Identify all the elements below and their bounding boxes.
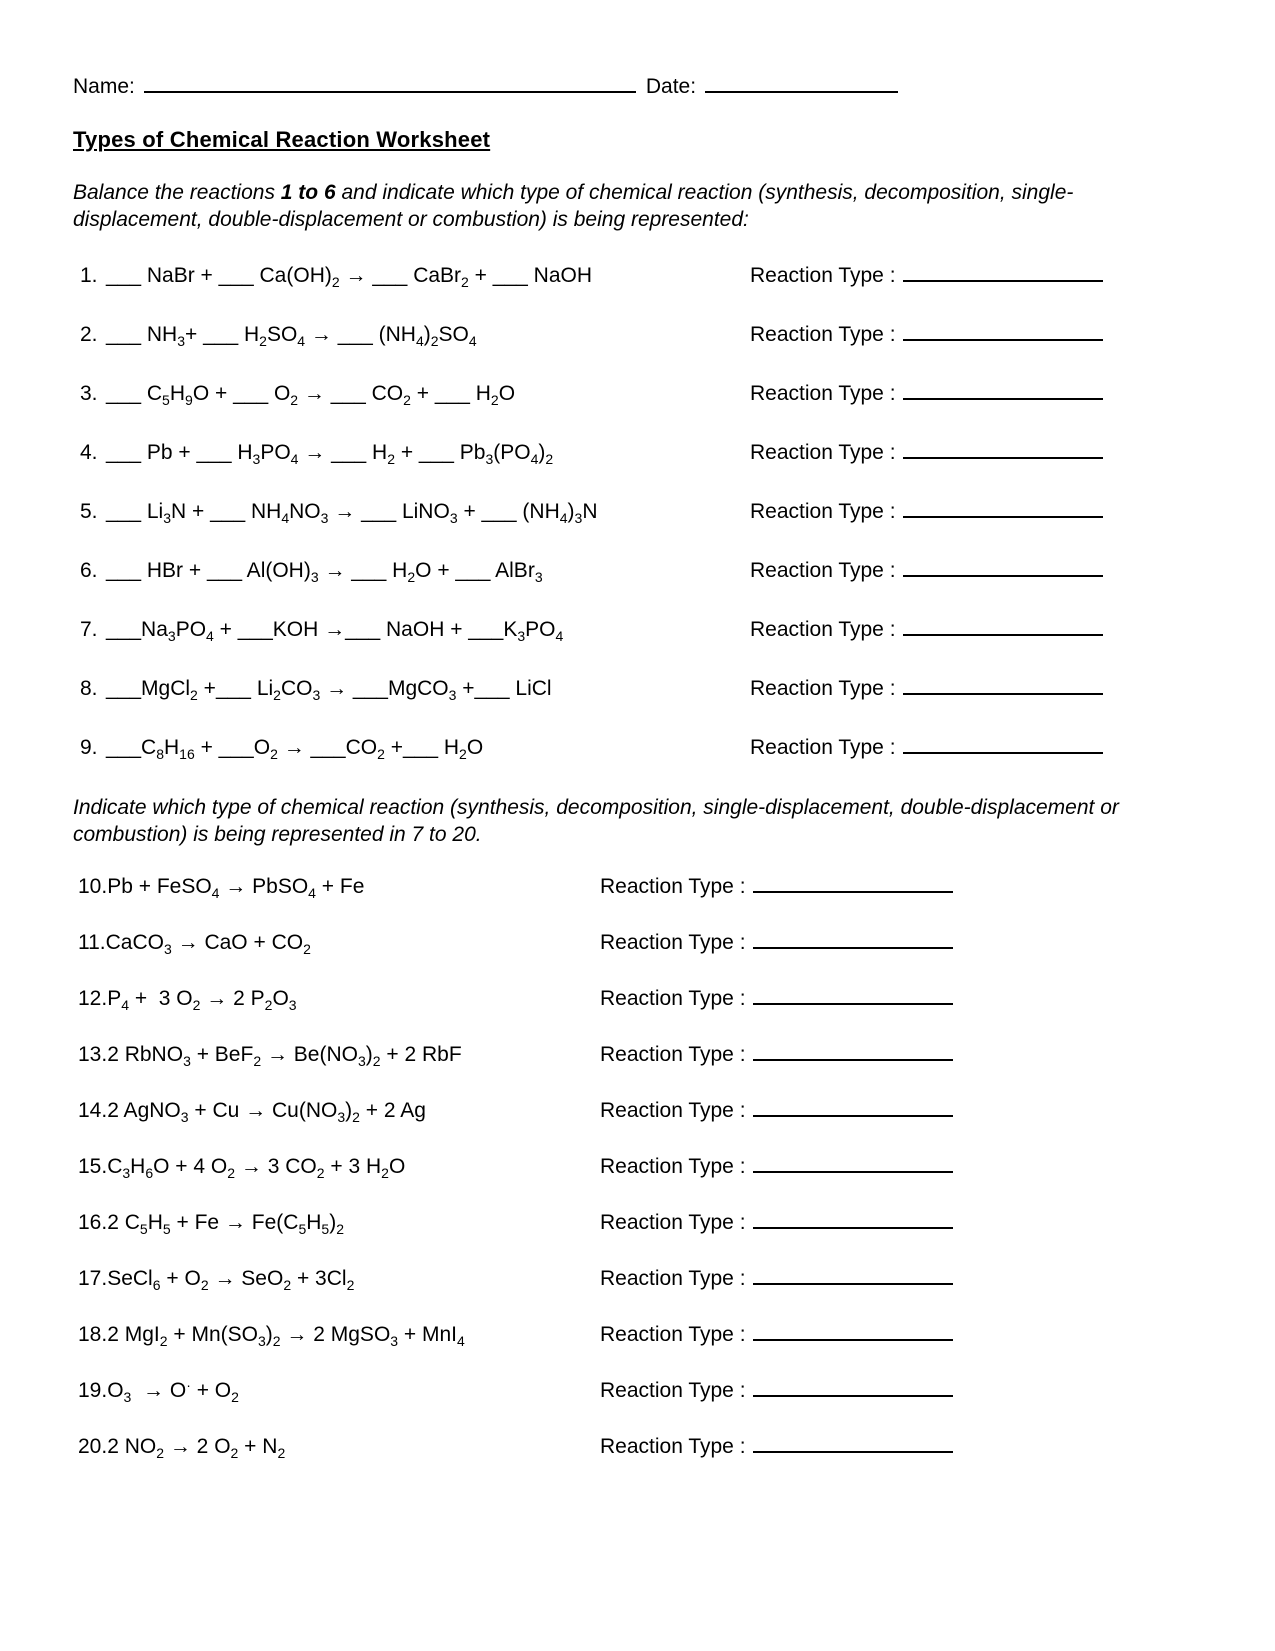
equation: SeCl$_6$ + $O_2 \to SeO_2 + 3Cl_2$ [107,1267,355,1294]
question-number: 14. [78,1099,108,1122]
page-title: Types of Chemical Reaction Worksheet [73,127,491,152]
reaction-type-cell [600,930,953,955]
question-row [78,1042,1275,1070]
question-row [78,1154,1275,1182]
equation: ___ $Li_3N$ + ___ $NH_4NO_3$ → ___ LiNO$_3$ + ___ $(NH_4)_3N$ [106,500,598,527]
equation-cell [78,1155,600,1182]
reaction-type-cell [750,381,1103,406]
question-row [78,874,1275,902]
reaction-type-blank[interactable] [753,1098,953,1117]
reaction-type-blank[interactable] [753,1378,953,1397]
question-row [78,986,1275,1014]
instructions-1 [73,179,1131,233]
reaction-type-cell [750,735,1103,760]
equation-cell [80,441,750,468]
question-row [80,263,1275,291]
reaction-type-cell [600,1266,953,1291]
reaction-type-blank[interactable] [753,1210,953,1229]
reaction-type-cell [600,1098,953,1123]
reaction-type-label: Reaction Type : [600,875,746,898]
equation: ___ $C_5H_9O$ + ___ $O_2$ → ___ $CO_2$ + ___ $H_2O$ [106,382,516,409]
equation-cell [80,382,750,409]
equation-cell [80,618,750,645]
reaction-type-label: Reaction Type : [600,1099,746,1122]
equation: 2 RbNO$_3$ + $BeF_2 \to Be(NO_3)_2 + 2$ RbF [107,1043,462,1070]
question-row [78,1098,1275,1126]
reaction-type-label: Reaction Type : [600,1211,746,1234]
equation: 2 $C_5H_5 + Fe \to Fe(C_5H_5)_2$ [107,1211,344,1238]
instructions-2: Indicate which type of chemical reaction (synthesis, decomposition, single-displacement, double-displacement or combustion) is being represented in 7 to 20. [73,796,1119,846]
question-number: 17. [78,1267,108,1290]
equation-cell [78,931,600,958]
equation-cell [78,987,600,1014]
question-row [78,1266,1275,1294]
equation-cell [78,1099,600,1126]
equation-cell [78,875,600,902]
question-row [80,558,1275,586]
question-number: 15. [78,1155,108,1178]
instructions-1-lead: Balance the reactions [73,181,281,204]
date-blank[interactable] [705,74,898,93]
equation-cell [78,1043,600,1070]
reaction-type-label: Reaction Type : [750,323,896,346]
section-2-questions [0,874,1275,1462]
question-number: 12. [78,987,108,1010]
reaction-type-cell [750,499,1103,524]
question-row [78,1377,1275,1406]
question-number: 7. [80,618,98,641]
question-number: 11. [78,931,106,954]
reaction-type-label: Reaction Type : [600,987,746,1010]
question-row [80,676,1275,704]
reaction-type-blank[interactable] [753,1266,953,1285]
reaction-type-cell [750,263,1103,288]
equation-cell [78,1377,600,1406]
reaction-type-cell [600,1210,953,1235]
equation: ___ NaBr + ___ $Ca(OH)_2$ → ___ CaBr$_2$ + ___ NaOH [106,264,592,291]
reaction-type-label: Reaction Type : [750,559,896,582]
reaction-type-blank[interactable] [753,1042,953,1061]
reaction-type-label: Reaction Type : [600,1155,746,1178]
equation: ___ Pb + ___ $H_3PO_4$ → ___ $H_2$ + ___ $Pb_3(PO_4)_2$ [106,441,554,468]
question-number: 4. [80,441,98,464]
question-row [80,440,1275,468]
equation: 2 AgNO$_3$ + $Cu \to Cu(NO_3)_2 + 2$ Ag [107,1099,426,1126]
instructions-1-range: 1 to 6 [280,181,336,204]
reaction-type-label: Reaction Type : [750,500,896,523]
question-number: 8. [80,677,98,700]
date-label: Date: [645,75,697,98]
question-number: 10. [78,875,108,898]
reaction-type-cell [600,986,953,1011]
equation: CaCO$_3$ → CaO + $CO_2$ [105,931,311,958]
equation: ___MgCl$_2$ +___ $Li_2CO_3$ → ___MgCO$_3$ +___ LiCl [106,677,552,704]
equation-cell [78,1435,600,1462]
question-row [80,499,1275,527]
reaction-type-cell [600,1378,953,1403]
reaction-type-cell [600,1042,953,1067]
question-number: 13. [78,1043,108,1066]
equation: ___ $NH_3+$ ___ $H_2SO_4$ → ___ $(NH_4)_2SO_4$ [106,323,477,350]
question-number: 5. [80,500,98,523]
reaction-type-label: Reaction Type : [600,1379,746,1402]
equation: $P_4 + 3$ $O_2 \to 2$ $P_2O_3$ [107,987,297,1014]
question-row [78,1434,1275,1462]
question-number: 20. [78,1435,108,1458]
reaction-type-label: Reaction Type : [750,677,896,700]
question-row [78,1322,1275,1350]
question-row [80,617,1275,645]
equation: $\_\_\_Na_3PO_4$ + ___KOH →___ NaOH + $\_\_\_K_3PO_4$ [106,618,564,645]
question-row [80,735,1275,763]
reaction-type-cell [600,1322,953,1347]
reaction-type-blank[interactable] [903,381,1103,400]
question-number: 9. [80,736,98,759]
reaction-type-cell [600,1434,953,1459]
question-number: 19. [78,1379,108,1402]
equation-cell [80,323,750,350]
reaction-type-label: Reaction Type : [600,1323,746,1346]
question-number: 16. [78,1211,108,1234]
reaction-type-blank[interactable] [903,617,1103,636]
reaction-type-blank[interactable] [753,1154,953,1173]
reaction-type-cell [600,1154,953,1179]
reaction-type-blank[interactable] [903,735,1103,754]
question-number: 2. [80,323,98,346]
reaction-type-blank[interactable] [903,263,1103,282]
reaction-type-label: Reaction Type : [750,618,896,641]
question-number: 1. [80,264,98,287]
equation-cell [80,736,750,763]
question-row [78,1210,1275,1238]
equation-cell [80,677,750,704]
equation: $O_3 \to O^\cdot + O_2$ [107,1377,239,1406]
reaction-type-cell [750,676,1103,701]
equation: Pb + FeSO$_4$ → PbSO$_4$ + Fe [107,875,365,902]
reaction-type-blank[interactable] [903,499,1103,518]
name-blank[interactable] [144,74,636,93]
equation: $\_\_\_C_8H_{16}$ + $\_\_\_O_2$ → $\_\_\_CO_2$ +___ $H_2O$ [106,736,484,763]
header-row [0,0,1275,99]
equation-cell [78,1211,600,1238]
reaction-type-label: Reaction Type : [600,1267,746,1290]
question-row [80,322,1275,350]
section-1-questions [0,263,1275,763]
reaction-type-label: Reaction Type : [750,736,896,759]
reaction-type-blank[interactable] [903,558,1103,577]
equation: 2 $MgI_2 + Mn(SO_3)_2 \to 2$ MgSO$_3$ + MnI$_4$ [107,1323,465,1350]
reaction-type-label: Reaction Type : [600,1043,746,1066]
reaction-type-blank[interactable] [753,874,953,893]
reaction-type-blank[interactable] [753,986,953,1005]
reaction-type-blank[interactable] [903,676,1103,695]
reaction-type-blank[interactable] [753,1322,953,1341]
question-row [80,381,1275,409]
question-number: 3. [80,382,98,405]
reaction-type-blank[interactable] [903,322,1103,341]
question-number: 18. [78,1323,108,1346]
instructions-1-rest: and indicate which type of chemical reaction (synthesis, decomposition, single-displacement, double-displacement or combustion) is being represented: [73,181,1074,231]
name-label: Name: [73,75,135,98]
reaction-type-cell [750,617,1103,642]
reaction-type-label: Reaction Type : [600,1435,746,1458]
question-row [78,930,1275,958]
reaction-type-label: Reaction Type : [600,931,746,954]
equation: ___ HBr + ___ $Al(OH)_3$ → ___ $H_2O$ + ___ AlBr$_3$ [106,559,543,586]
reaction-type-cell [750,322,1103,347]
reaction-type-cell [750,440,1103,465]
reaction-type-cell [750,558,1103,583]
equation-cell [78,1267,600,1294]
equation-cell [80,264,750,291]
equation: $C_3H_6O + 4$ $O_2 \to 3$ $CO_2 + 3$ $H_2O$ [107,1155,406,1182]
equation: 2 $NO_2 \to 2$ $O_2 + N_2$ [107,1435,286,1462]
reaction-type-cell [600,874,953,899]
reaction-type-label: Reaction Type : [750,441,896,464]
reaction-type-label: Reaction Type : [750,264,896,287]
reaction-type-blank[interactable] [753,930,953,949]
reaction-type-label: Reaction Type : [750,382,896,405]
reaction-type-blank[interactable] [753,1434,953,1453]
reaction-type-blank[interactable] [903,440,1103,459]
equation-cell [80,500,750,527]
equation-cell [80,559,750,586]
question-number: 6. [80,559,98,582]
equation-cell [78,1323,600,1350]
